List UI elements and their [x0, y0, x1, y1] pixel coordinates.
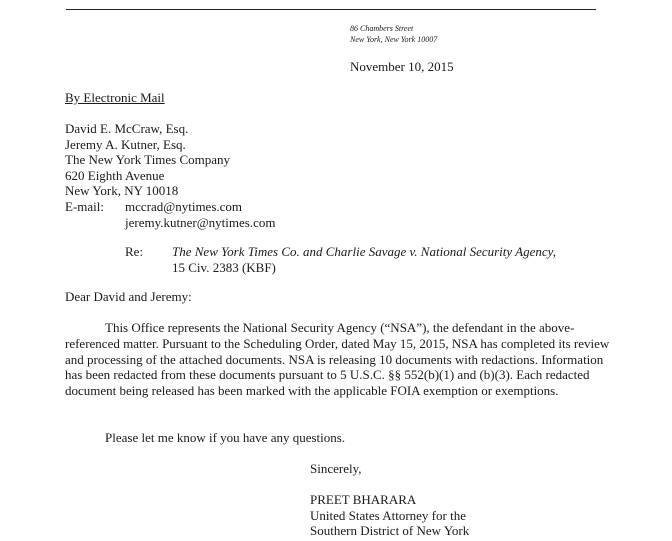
- letterhead-address-line1: 86 Chambers Street: [350, 24, 414, 33]
- body-paragraph-2: Please let me know if you have any questions.: [105, 430, 346, 445]
- email-label: E-mail:: [65, 199, 104, 214]
- signature-title-2: Southern District of New York: [310, 523, 470, 538]
- recipient-name-2: Jeremy A. Kutner, Esq.: [65, 137, 186, 152]
- recipient-email-2: jeremy.kutner@nytimes.com: [125, 215, 276, 230]
- re-case-title: The New York Times Co. and Charlie Savage v. National Security Agency,: [172, 244, 556, 259]
- re-label: Re:: [125, 244, 144, 259]
- signature-name: PREET BHARARA: [310, 492, 417, 507]
- recipient-street: 620 Eighth Avenue: [65, 168, 165, 183]
- letterhead-rule: [66, 9, 596, 10]
- recipient-email-1: mccrad@nytimes.com: [125, 199, 243, 214]
- letter-date: November 10, 2015: [350, 59, 454, 74]
- re-case-number: 15 Civ. 2383 (KBF): [172, 260, 276, 275]
- signature-title-1: United States Attorney for the: [310, 508, 466, 523]
- recipient-company: The New York Times Company: [65, 152, 231, 167]
- recipient-name-1: David E. McCraw, Esq.: [65, 121, 189, 136]
- recipient-city: New York, NY 10018: [65, 183, 179, 198]
- delivery-method: By Electronic Mail: [65, 90, 165, 105]
- letterhead-address-line2: New York, New York 10007: [350, 35, 438, 44]
- body-paragraph-1: This Office represents the National Security Agency (“NSA”), the defendant in the above-referenced matter. Pursuant to the Scheduling Order, dated May 15, 2015, NSA has completed its review and processing of the attached documents. NSA is releasing 10 documents with redactions. Information has been redacted from these documents pursuant to 5 U.S.C. §§ 552(b)(1) and (b)(3). Each redacted document being released has been marked with the applicable FOIA exemption or exemptions.: [65, 320, 610, 399]
- closing: Sincerely,: [310, 461, 362, 476]
- salutation: Dear David and Jeremy:: [65, 289, 192, 304]
